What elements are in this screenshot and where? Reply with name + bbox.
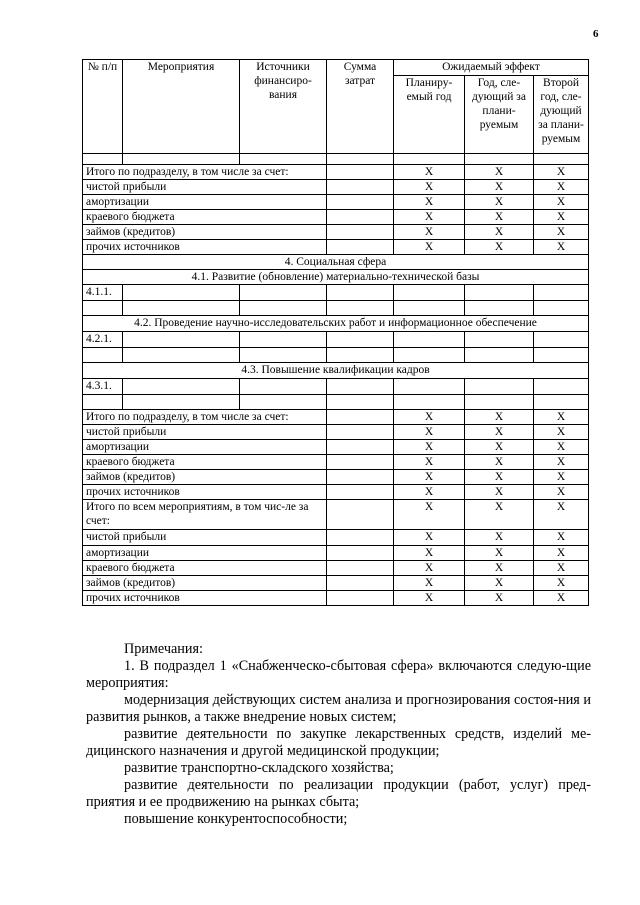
notes-title: Примечания: [124,641,203,657]
table-header-row [83,60,589,76]
x-mark: X [534,440,589,455]
table-row [83,500,589,530]
x-mark: X [534,470,589,485]
x-mark: X [394,470,465,485]
table-row [83,561,589,576]
source-label: прочих источников [83,591,327,606]
table-row [83,485,589,500]
table-row [83,195,589,210]
x-mark: X [465,455,534,470]
header-activities: Мероприятия [123,60,240,154]
source-label: займов (кредитов) [83,576,327,591]
row-number: 4.3.1. [83,379,123,395]
table-row [83,332,589,348]
section-row [83,316,589,332]
section-row [83,255,589,270]
x-mark: X [465,440,534,455]
header-num: № п/п [83,60,123,154]
x-mark: X [534,240,589,255]
total-label: Итого по подразделу, в том числе за счет: [83,165,327,180]
source-label: прочих источников [83,240,327,255]
header-second-year: Второй год, сле-дующий за плани-руемым [534,76,589,154]
x-mark: X [465,561,534,576]
source-label: краевого бюджета [83,455,327,470]
x-mark: X [465,576,534,591]
source-label: займов (кредитов) [83,470,327,485]
x-mark: X [534,225,589,240]
x-mark: X [534,455,589,470]
table-row [83,410,589,425]
x-mark: X [534,410,589,425]
x-mark: X [394,455,465,470]
section-row [83,270,589,285]
row-number: 4.2.1. [83,332,123,348]
x-mark: X [394,180,465,195]
x-mark: X [465,210,534,225]
table-row [83,440,589,455]
x-mark: X [465,410,534,425]
empty-row [83,154,589,165]
header-planned: Планиру-емый год [394,76,465,154]
section-row [83,363,589,379]
x-mark: X [534,530,589,546]
note-paragraph: повышение конкурентоспособности; [124,811,348,827]
table-row [83,165,589,180]
subsection-title: 4.2. Проведение научно-исследовательских работ и информационное обеспечение [83,316,589,332]
subsection-title: 4.1. Развитие (обновление) материально-технической базы [83,270,589,285]
x-mark: X [394,530,465,546]
x-mark: X [534,485,589,500]
x-mark: X [465,470,534,485]
table-row [83,240,589,255]
section-title: 4. Социальная сфера [83,255,589,270]
header-next-year: Год, сле-дующий за плани-руемым [465,76,534,154]
x-mark: X [534,180,589,195]
x-mark: X [534,546,589,561]
plan-table [82,59,589,606]
x-mark: X [394,561,465,576]
table-row [83,180,589,195]
table-row [83,576,589,591]
header-effect: Ожидаемый эффект [394,60,589,76]
empty-row [83,395,589,410]
table-row [83,210,589,225]
header-sources: Источники финансиро-вания [240,60,327,154]
source-label: прочих источников [83,485,327,500]
x-mark: X [465,530,534,546]
x-mark: X [394,425,465,440]
x-mark: X [465,500,534,530]
x-mark: X [394,240,465,255]
x-mark: X [465,546,534,561]
x-mark: X [465,240,534,255]
x-mark: X [394,225,465,240]
x-mark: X [465,225,534,240]
x-mark: X [394,195,465,210]
table-row [83,546,589,561]
x-mark: X [534,591,589,606]
table-row [83,455,589,470]
empty-row [83,348,589,363]
x-mark: X [534,195,589,210]
source-label: чистой прибыли [83,425,327,440]
source-label: чистой прибыли [83,530,327,546]
x-mark: X [394,485,465,500]
x-mark: X [465,180,534,195]
table-row [83,470,589,485]
source-label: амортизации [83,195,327,210]
x-mark: X [534,425,589,440]
x-mark: X [534,210,589,225]
source-label: займов (кредитов) [83,225,327,240]
table-row [83,591,589,606]
x-mark: X [394,591,465,606]
table-row [83,225,589,240]
note-paragraph: 1. В подраздел 1 «Снабженческо-сбытовая сфера» включаются следую-щие мероприятия: [86,658,591,691]
x-mark: X [394,500,465,530]
x-mark: X [465,165,534,180]
x-mark: X [534,500,589,530]
source-label: краевого бюджета [83,561,327,576]
subsection-title: 4.3. Повышение квалификации кадров [83,363,589,379]
total-label: Итого по всем мероприятиям, в том чис-ле за счет: [83,500,327,530]
x-mark: X [394,210,465,225]
x-mark: X [465,485,534,500]
header-sum: Сумма затрат [327,60,394,154]
source-label: амортизации [83,546,327,561]
note-paragraph: модернизация действующих систем анализа и прогнозирования состоя-ния и развития рынков, а также внедрение новых систем; [86,692,591,725]
x-mark: X [465,195,534,210]
page-number: 6 [593,28,599,40]
x-mark: X [394,546,465,561]
x-mark: X [394,440,465,455]
table-row [83,285,589,301]
note-paragraph: развитие деятельности по реализации продукции (работ, услуг) пред-приятия и ее продвижению на рынках сбыта; [86,777,591,810]
total-label: Итого по подразделу, в том числе за счет: [83,410,327,425]
empty-row [83,301,589,316]
note-paragraph: развитие транспортно-складского хозяйства; [124,760,394,776]
x-mark: X [534,561,589,576]
source-label: чистой прибыли [83,180,327,195]
table-row [83,379,589,395]
table-row [83,530,589,546]
x-mark: X [394,576,465,591]
x-mark: X [465,591,534,606]
x-mark: X [534,165,589,180]
note-paragraph: развитие деятельности по закупке лекарственных средств, изделий ме-дицинского назначения и другой медицинской продукции; [86,726,591,759]
notes-section [86,641,591,828]
x-mark: X [465,425,534,440]
x-mark: X [394,165,465,180]
source-label: амортизации [83,440,327,455]
x-mark: X [394,410,465,425]
row-number: 4.1.1. [83,285,123,301]
table-row [83,425,589,440]
x-mark: X [534,576,589,591]
source-label: краевого бюджета [83,210,327,225]
